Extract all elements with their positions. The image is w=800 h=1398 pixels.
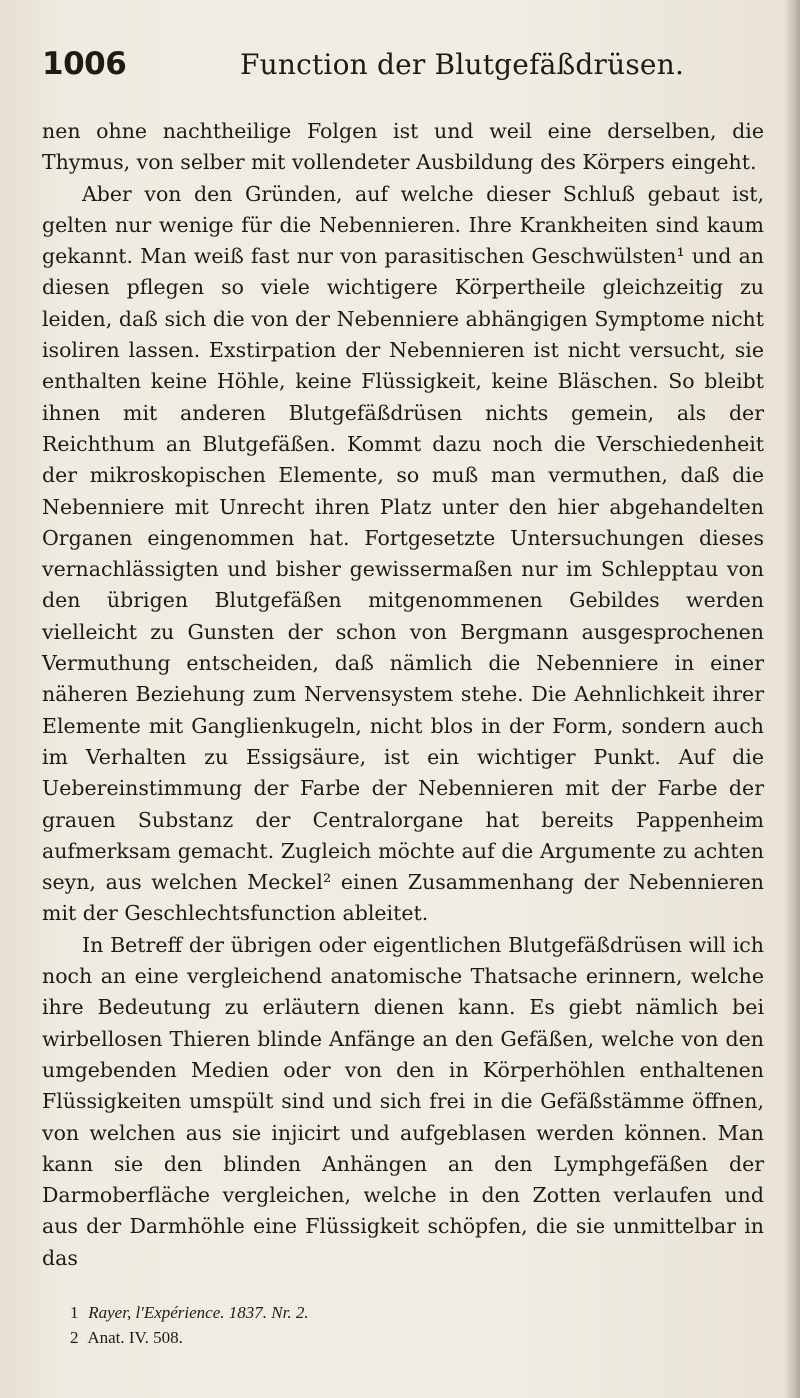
paragraph: In Betreff der übrigen oder eigentlichen Blutgefäßdrüsen will ich noch an eine vergleichend anatomische Thatsache erinnern, welche ihre Bedeutung zu erläutern dienen kann. Es giebt nämlich bei wirbellosen Thieren blinde Anfänge an den Gefäßen, welche von den umgebenden Medien oder von den in Körperhöhlen enthaltenen Flüssigkeiten umspült sind und sich frei in die Gefäßstämme öffnen, von welchen aus sie injicirt und aufgeblasen werden können. Man kann sie den blinden Anhängen an den Lymphgefäßen der Darmoberfläche vergleichen, welche in den Zotten verlaufen und aus der Darmhöhle eine Flüssigkeit schöpfen, die sie unmittelbar in das [42, 932, 764, 1270]
page-number: 1006 [42, 46, 127, 82]
footnote [70, 1325, 750, 1350]
footnote-number: 1 [70, 1303, 79, 1322]
footnote-text: Rayer, l'Expérience. 1837. Nr. 2. [88, 1303, 309, 1322]
main-text [42, 116, 764, 1274]
footnote [70, 1300, 750, 1325]
paragraph: nen ohne nachtheilige Folgen ist und weil eine derselben, die Thymus, von selber mit vollendeter Ausbildung des Körpers eingeht. [42, 119, 764, 175]
footnotes [70, 1300, 750, 1350]
footnote-number: 2 [70, 1328, 79, 1347]
footnote-text: Anat. IV. 508. [87, 1328, 183, 1347]
page-edge-shadow [784, 0, 800, 1398]
running-title: Function der Blutgefäßdrüsen. [240, 48, 685, 81]
page-header [42, 46, 762, 90]
paragraph: Aber von den Gründen, auf welche dieser Schluß gebaut ist, gelten nur wenige für die Nebennieren. Ihre Krankheiten sind kaum gekannt. Man weiß fast nur von parasitischen Geschwülsten¹ und an diesen pflegen so viele wichtigere Körpertheile gleichzeitig zu leiden, daß sich die von der Nebenniere abhängigen Symptome nicht isoliren lassen. Exstirpation der Nebennieren ist nicht versucht, sie enthalten keine Höhle, keine Flüssigkeit, keine Bläschen. So bleibt ihnen mit anderen Blutgefäßdrüsen nichts gemein, als der Reichthum an Blutgefäßen. Kommt dazu noch die Verschiedenheit der mikroskopischen Elemente, so muß man vermuthen, daß die Nebenniere mit Unrecht ihren Platz unter den hier abgehandelten Organen eingenommen hat. Fortgesetzte Untersuchungen dieses vernachlässigten und bisher gewissermaßen nur im Schlepptau von den übrigen Blutgefäßen mitgenommenen Gebildes werden vielleicht zu Gunsten der schon von Bergmann ausgesprochenen Vermuthung entscheiden, daß nämlich die Nebenniere in einer näheren Beziehung zum Nervensystem stehe. Die Aehnlichkeit ihrer Elemente mit Ganglienkugeln, nicht blos in der Form, sondern auch im Verhalten zu Essigsäure, ist ein wichtiger Punkt. Auf die Uebereinstimmung der Farbe der Nebennieren mit der Farbe der grauen Substanz der Centralorgane hat bereits Pappenheim aufmerksam gemacht. Zugleich möchte auf die Argumente zu achten seyn, aus welchen Meckel² einen Zusammenhang der Nebennieren mit der Geschlechtsfunction ableitet. [42, 181, 764, 926]
